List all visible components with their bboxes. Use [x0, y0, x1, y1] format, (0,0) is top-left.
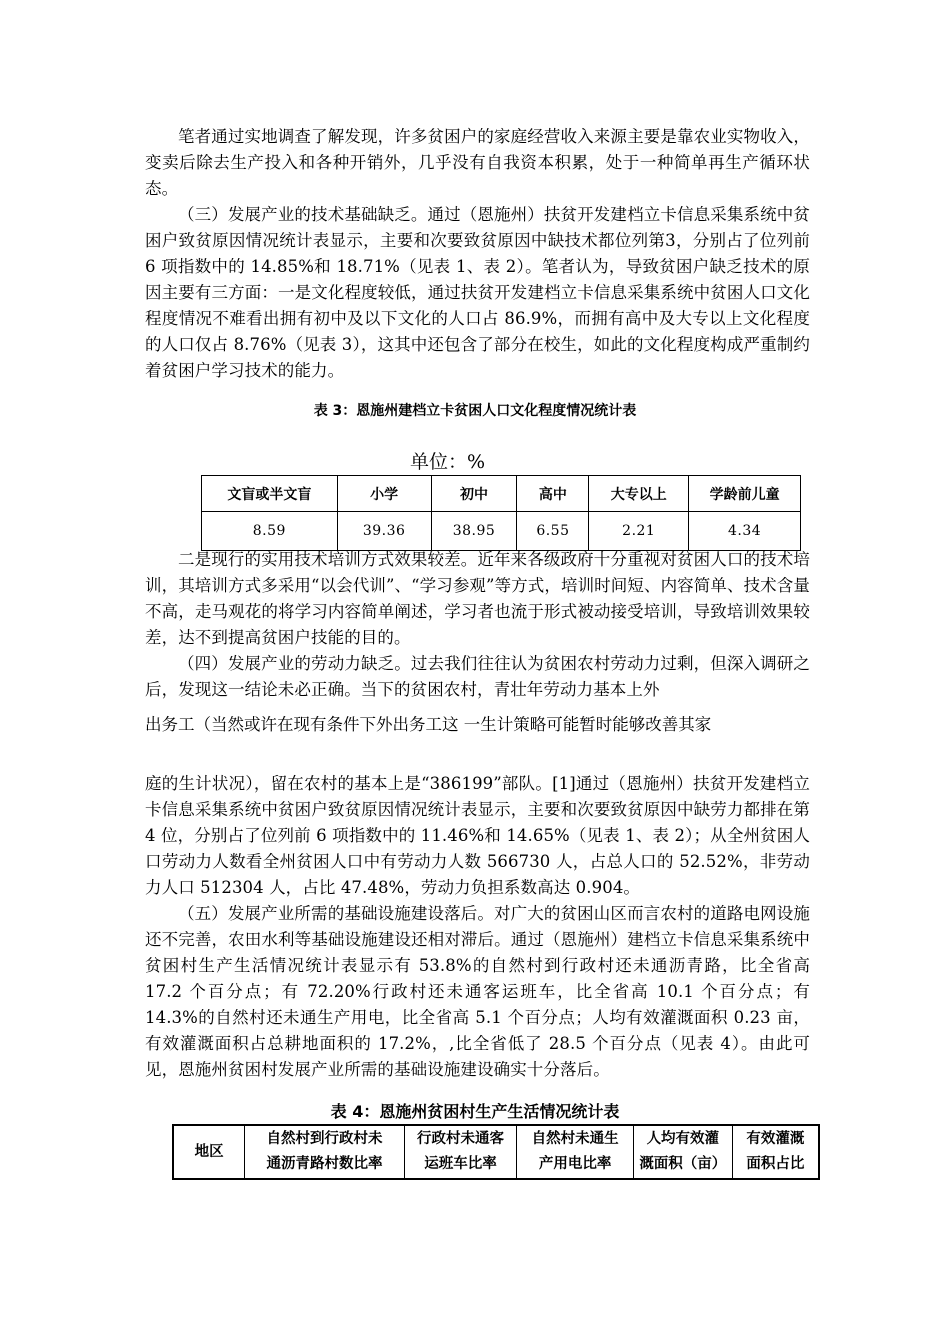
table4-header-text: 行政村未通客 — [417, 1131, 505, 1147]
table3-header-cell: 大专以上 — [589, 476, 689, 512]
table3-education — [201, 475, 801, 551]
table4-header-cell — [732, 1125, 819, 1179]
table3-unit: 单位：% — [410, 451, 486, 473]
table4-caption: 表 4：恩施州贫困村生产生活情况统计表 — [330, 1102, 620, 1121]
table4-header-cell — [517, 1125, 634, 1179]
table4-header-cell — [173, 1125, 245, 1179]
table3-header-cell: 高中 — [517, 476, 589, 512]
table3-header-cell: 文盲或半文盲 — [202, 476, 338, 512]
table4-header-cell — [245, 1125, 404, 1179]
table4-header-text: 人均有效灌 — [646, 1131, 720, 1147]
paragraph-labor-stats: 庭的生计状况），留在农村的基本上是“386199”部队。[1]通过（恩施州）扶贫开发建档立卡信息采集系统中贫困户致贫原因情况统计表显示，主要和次要致贫原因中缺劳力都排在第 4 位，分别占了位列前 6 项指数中的 11.46%和 14.65%（见表 1、表 2）；从全州贫困人口劳动力人数看全州贫困人口中有劳动力人数 566730 人，占总人口的 52.52%，非劳动力人口 512304 人，占比 47.48%，劳动力负担系数高达 0.904。 — [145, 774, 810, 897]
table4-header-text: 溉面积（亩） — [639, 1156, 727, 1172]
paragraph-income: 笔者通过实地调查了解发现，许多贫困户的家庭经营收入来源主要是靠农业实物收入，变卖后除去生产投入和各种开销外，几乎没有自我资本积累，处于一种简单再生产循环状态。 — [145, 127, 810, 198]
table4-header-cell — [404, 1125, 517, 1179]
paragraph-labor: （四）发展产业的劳动力缺乏。过去我们往往认为贫困农村劳动力过剩，但深入调研之后，发现这一结论未必正确。当下的贫困农村，青壮年劳动力基本上外 — [145, 654, 810, 699]
table3-value-cell: 8.59 — [202, 512, 338, 551]
table3-caption: 表 3：恩施州建档立卡贫困人口文化程度情况统计表 — [313, 403, 637, 419]
table4-village — [172, 1124, 820, 1180]
table3-header-row — [202, 476, 801, 512]
table3-value-row — [202, 512, 801, 551]
table4-header-text: 有效灌溉 — [746, 1131, 805, 1147]
table4-header-text: 通沥青路村数比率 — [266, 1156, 383, 1172]
table3-header-cell: 初中 — [431, 476, 517, 512]
table4-header-text: 面积占比 — [746, 1156, 805, 1172]
table3-header-cell: 学龄前儿童 — [689, 476, 801, 512]
paragraph-technology: （三）发展产业的技术基础缺乏。通过（恩施州）扶贫开发建档立卡信息采集系统中贫困户致贫原因情况统计表显示，主要和次要致贫原因中缺技术都位列第3，分别占了位列前 6 项指数中的 14.85%和 18.71%（见表 1、表 2）。笔者认为，导致贫困户缺乏技术的原因主要有三方面：一是文化程度较低，通过扶贫开发建档立卡信息采集系统中贫困人口文化程度情况不难看出拥有初中及以下文化的人口占 86.9%，而拥有高中及大专以上文化程度的人口仅占 8.76%（见表 3），这其中还包含了部分在校生，如此的文化程度构成严重制约着贫困户学习技术的能力。 — [145, 205, 810, 380]
table3-value-cell: 2.21 — [589, 512, 689, 551]
table3-value-cell: 6.55 — [517, 512, 589, 551]
paragraph-infrastructure: （五）发展产业所需的基础设施建设落后。对广大的贫困山区而言农村的道路电网设施还不完善，农田水利等基础设施建设还相对滞后。通过（恩施州）建档立卡信息采集系统中贫困村生产生活情况统计表显示有 53.8%的自然村到行政村还未通沥青路，比全省高 17.2 个百分点；有 72.20%行政村还未通客运班车，比全省高 10.1 个百分点；有 14.3%的自然村还未通生产用电，比全省高 5.1 个百分点；人均有效灌溉面积 0.23 亩，有效灌溉面积占总耕地面积的 17.2%，,比全省低了 28.5 个百分点（见表 4）。由此可见，恩施州贫困村发展产业所需的基础设施建设确实十分落后。 — [145, 904, 810, 1079]
table4-header-text: 运班车比率 — [424, 1156, 497, 1172]
table4-header-cell — [633, 1125, 732, 1179]
table3-value-cell: 38.95 — [431, 512, 517, 551]
table3-header-cell: 小学 — [337, 476, 431, 512]
table4-header-text: 地区 — [194, 1143, 224, 1160]
paragraph-labor-line: 出务工（当然或许在现有条件下外出务工这 一生计策略可能暂时能够改善其家 — [145, 715, 712, 734]
paragraph-training: 二是现行的实用技术培训方式效果较差。近年来各级政府十分重视对贫困人口的技术培训，其培训方式多采用“以会代训”、“学习参观”等方式，培训时间短、内容简单、技术含量不高，走马观花的将学习内容简单阐述，学习者也流于形式被动接受培训，导致培训效果较差，达不到提高贫困户技能的目的。 — [145, 550, 810, 647]
table4-header-text: 自然村未通生 — [531, 1131, 619, 1147]
table4-header-row — [173, 1125, 819, 1179]
table4-header-text: 产用电比率 — [538, 1156, 612, 1172]
table3-value-cell: 4.34 — [689, 512, 801, 551]
table4-header-text: 自然村到行政村未 — [266, 1131, 383, 1147]
table3-value-cell: 39.36 — [337, 512, 431, 551]
